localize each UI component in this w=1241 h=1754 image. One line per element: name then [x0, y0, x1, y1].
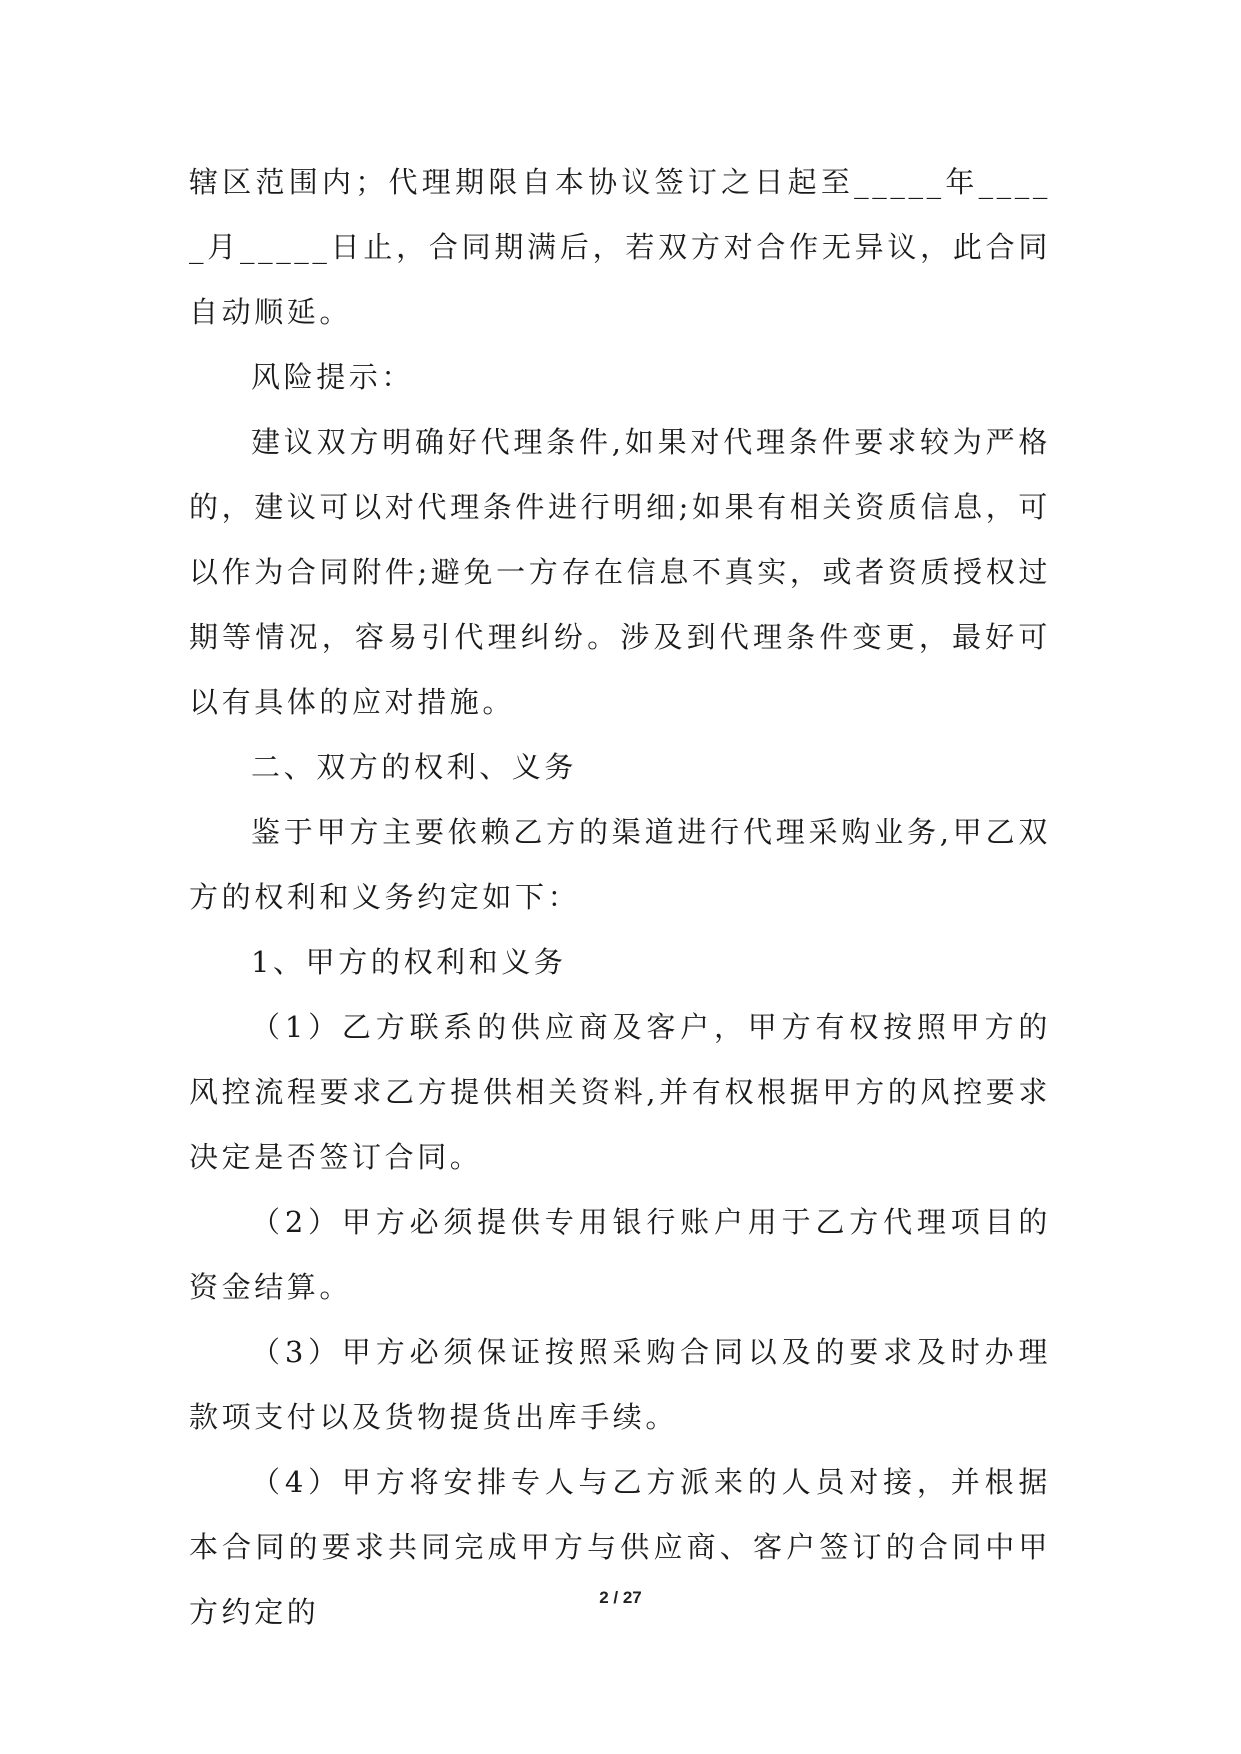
section-heading-rights-obligations: 二、双方的权利、义务: [251, 750, 578, 784]
paragraph-rights-intro: 鉴于甲方主要依赖乙方的渠道进行代理采购业务,甲乙双方的权利和义务约定如下：: [189, 815, 1051, 914]
paragraph-agency-term: 辖区范围内；代理期限自本协议签订之日起至_____年_____月_____日止，合同期满后，若双方对合作无异议，此合同自动顺延。: [189, 165, 1051, 329]
paragraph-risk-heading: 风险提示：: [251, 360, 415, 394]
clause-2: （2）甲方必须提供专用银行账户用于乙方代理项目的资金结算。: [189, 1205, 1051, 1304]
document-body: [189, 150, 1051, 1645]
paragraph-risk-advice: 建议双方明确好代理条件,如果对代理条件要求较为严格的，建议可以对代理条件进行明细;如果有相关资质信息，可以作为合同附件;避免一方存在信息不真实，或者资质授权过期等情况，容易引代理纠纷。涉及到代理条件变更，最好可以有具体的应对措施。: [189, 425, 1051, 719]
clause-4: （4）甲方将安排专人与乙方派来的人员对接，并根据本合同的要求共同完成甲方与供应商、客户签订的合同中甲方约定的: [189, 1465, 1051, 1629]
page-number: 2 / 27: [599, 1588, 642, 1607]
subsection-heading-party-a: 1、甲方的权利和义务: [251, 945, 567, 979]
clause-1: （1）乙方联系的供应商及客户，甲方有权按照甲方的风控流程要求乙方提供相关资料,并有权根据甲方的风控要求决定是否签订合同。: [189, 1010, 1051, 1174]
clause-3: （3）甲方必须保证按照采购合同以及的要求及时办理款项支付以及货物提货出库手续。: [189, 1335, 1051, 1434]
